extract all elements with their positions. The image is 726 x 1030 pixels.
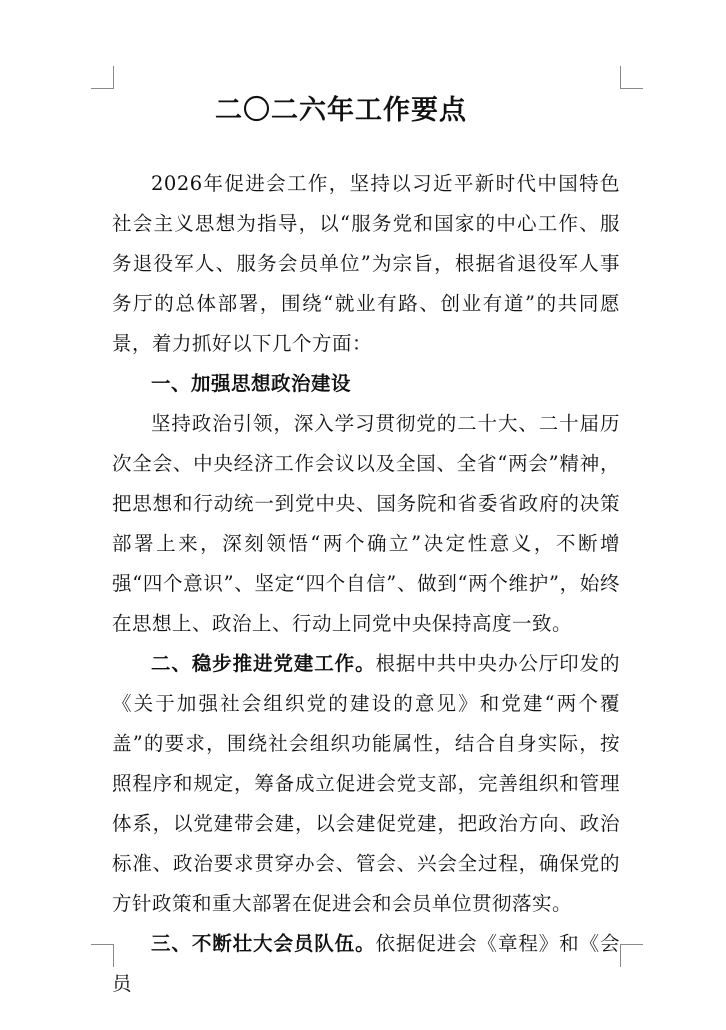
section-3-paragraph [112,924,620,1004]
crop-mark-top-right [620,66,643,89]
document-title: 二〇二六年工作要点 [215,95,467,126]
crop-mark-bottom-right [620,944,643,967]
section-2-text: 根据中共中央办公厅印发的《关于加强社会组织党的建设的意见》和党建“两个覆盖”的要求，围绕社会组织功能属性，结合自身实际，按照程序和规定，筹备成立促进会党支部，完善组织和管理体系，以党建带会建，以会建促党建，把政治方向、政治标准、政治要求贯穿办会、管会、兴会全过程，确保党的方针政策和重大部署在促进会和会员单位贯彻落实。 [112,652,620,915]
crop-mark-top-left [91,66,114,89]
intro-paragraph: 2026年促进会工作，坚持以习近平新时代中国特色社会主义思想为指导，以“服务党和国家的中心工作、服务退役军人、服务会员单位”为宗旨，根据省退役军人事务厅的总体部署，围绕“就业有路、创业有道”的共同愿景，着力抓好以下几个方面： [112,172,620,355]
section-1-paragraph: 坚持政治引领，深入学习贯彻党的二十大、二十届历次全会、中央经济工作会议以及全国、全省“两会”精神，把思想和行动统一到党中央、国务院和省委省政府的决策部署上来，深刻领悟“两个确立”决定性意义，不断增强“四个意识”、坚定“四个自信”、做到“两个维护”，始终在思想上、政治上、行动上同党中央保持高度一致。 [112,412,620,635]
section-2-heading: 二、稳步推进党建工作。 [151,652,376,675]
section-3-heading: 三、不断壮大会员队伍。 [151,932,376,955]
document-body [112,164,620,1004]
section-1-heading: 一、加强思想政治建设 [151,372,352,395]
crop-mark-bottom-left [91,944,114,967]
section-2-paragraph [112,644,620,924]
section-3-text: 依据促进会《章程》和《会员 [112,932,620,995]
